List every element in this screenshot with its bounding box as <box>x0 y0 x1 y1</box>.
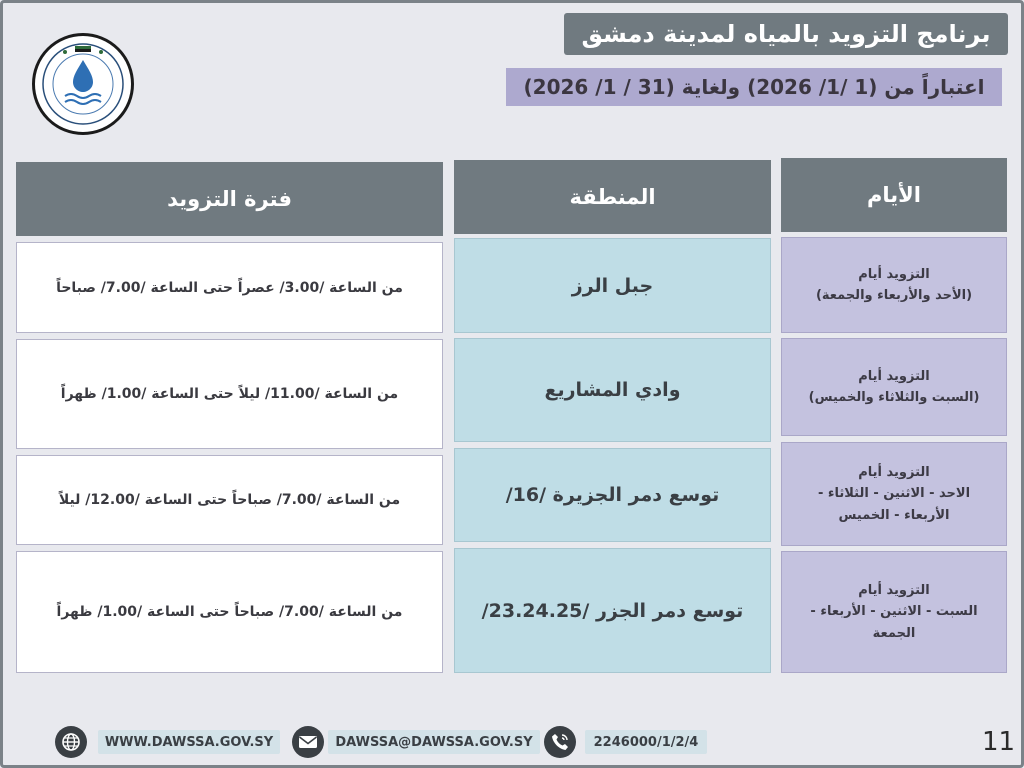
globe-icon <box>55 726 87 758</box>
row-1-area: جبل الرز <box>454 238 771 333</box>
row-2-days: التزويد أيام (السبت والثلاثاء والخميس) <box>781 338 1007 436</box>
row-4-area: توسع دمر الجزر /23.24.25/ <box>454 548 771 673</box>
date-range-subtitle: اعتباراً من (1 /1/ 2026) ولغاية (31 / 1/ 2026) <box>506 68 1002 106</box>
phone-icon <box>544 726 576 758</box>
row-1-period: من الساعة /3.00/ عصراً حتى الساعة /7.00/ صباحاً <box>16 242 443 333</box>
page-number: 11 <box>982 727 1016 757</box>
website-link[interactable]: WWW.DAWSSA.GOV.SY <box>98 730 280 754</box>
row-4-days: التزويد أيام السبت - الاثنين - الأربعاء - الجمعة <box>781 551 1007 673</box>
row-3-area: توسع دمر الجزيرة /16/ <box>454 448 771 542</box>
header-area: المنطقة <box>454 160 771 234</box>
header-period: فترة التزويد <box>16 162 443 236</box>
header-days: الأيام <box>781 158 1007 232</box>
row-3-period: من الساعة /7.00/ صباحاً حتى الساعة /12.00/ ليلاً <box>16 455 443 545</box>
row-2-period: من الساعة /11.00/ ليلاً حتى الساعة /1.00/ ظهراً <box>16 339 443 449</box>
logo-icon <box>32 33 134 135</box>
row-2-area: وادي المشاريع <box>454 338 771 442</box>
page-title: برنامج التزويد بالمياه لمدينة دمشق <box>564 13 1008 55</box>
envelope-icon <box>292 726 324 758</box>
row-3-days: التزويد أيام الاحد - الاثنين - الثلاثاء - الأربعاء - الخميس <box>781 442 1007 546</box>
email-link[interactable]: DAWSSA@DAWSSA.GOV.SY <box>328 730 540 754</box>
row-4-period: من الساعة /7.00/ صباحاً حتى الساعة /1.00/ ظهراً <box>16 551 443 673</box>
phone-number[interactable]: 2246000/1/2/4 <box>585 730 707 754</box>
row-1-days: التزويد أيام (الأحد والأربعاء والجمعة) <box>781 237 1007 333</box>
